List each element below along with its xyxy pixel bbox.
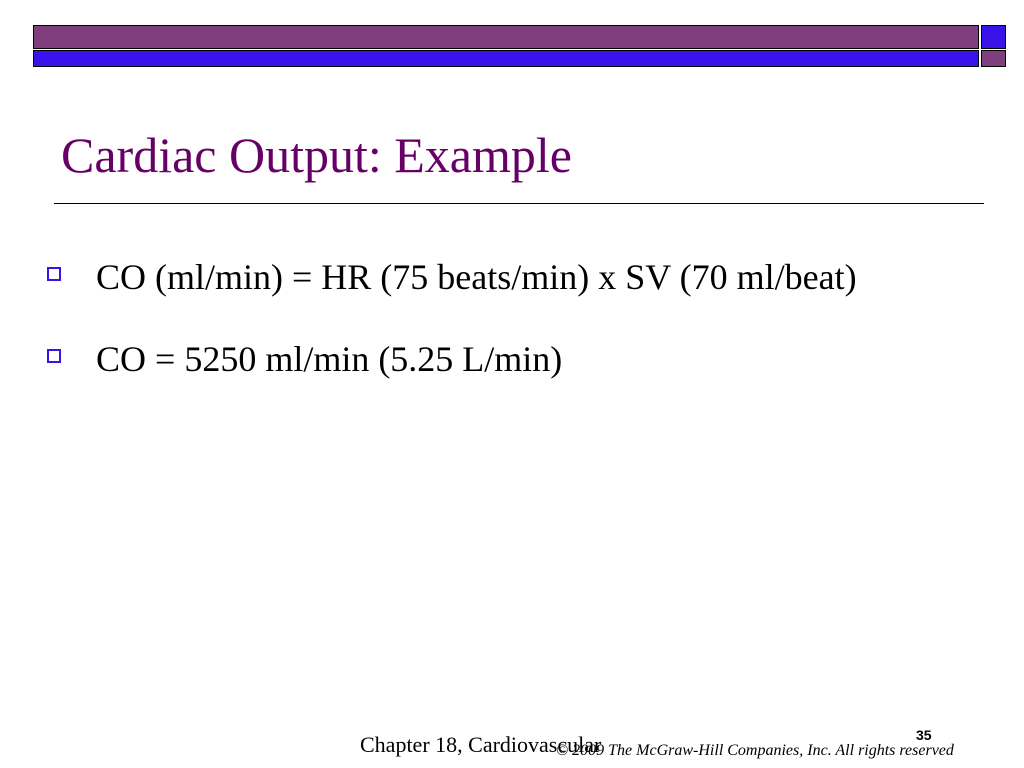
bullet-text: CO (ml/min) = HR (75 beats/min) x SV (70 ml/beat) [96, 257, 857, 297]
bullet-text: CO = 5250 ml/min (5.25 L/min) [96, 339, 563, 379]
page-number: 35 [916, 727, 932, 743]
header-square-bottom [981, 50, 1006, 67]
hollow-square-bullet-icon [47, 349, 61, 363]
footer-chapter: Chapter 18, Cardiovascular [360, 732, 602, 757]
header-banner-bottom [33, 50, 979, 67]
bullet-list [47, 250, 947, 386]
bullet-item [47, 250, 947, 304]
header-square-top [981, 25, 1006, 49]
hollow-square-bullet-icon [47, 267, 61, 281]
slide-title: Cardiac Output: Example [61, 127, 572, 183]
header-banner-top [33, 25, 979, 49]
footer-copyright: © 2009 The McGraw-Hill Companies, Inc. All rights reserved [556, 742, 954, 759]
bullet-item [47, 332, 947, 386]
title-divider [54, 203, 984, 204]
